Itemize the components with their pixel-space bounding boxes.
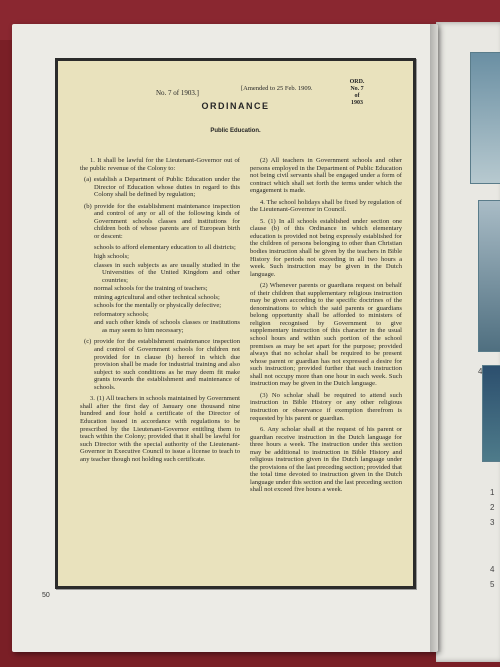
section-paragraph: 4. The school holidays shall be fixed by regulation of the Lieutenant-Governor in Council. (250, 198, 402, 214)
spine-shadow (430, 24, 442, 652)
ordinance-tag: ORD. No. 7 of 1903 (349, 79, 365, 106)
list-item: classes in such subjects as are usually studied in the Universities of the United Kingdom and other countries; (94, 261, 240, 284)
facing-photo-1 (470, 52, 500, 184)
list-item: schools to afford elementary education to all districts; (94, 244, 236, 252)
section-paragraph: (3) No scholar shall be required to attend such instruction in Bible History or any other religious instruction or observance if exemption therefrom is requested by his parent or guardian. (250, 391, 402, 422)
list-item: normal schools for the training of teachers; (94, 285, 208, 293)
facing-photo-2 (478, 200, 500, 352)
page-number: 50 (42, 592, 50, 599)
ordinance-document (55, 58, 416, 589)
document-title: ORDINANCE (201, 101, 270, 111)
section-paragraph: 5. (1) In all schools established under section one clause (b) of this Ordinance in which elementary education is provided not being expressly established for the children of persons belonging to other than Christian bodies instruction shall be given by the teachers in Bible History for periods not exceeding in all two hours a week. Such instruction may be given in the Dutch language. (250, 217, 402, 278)
list-item: and such other kinds of schools classes or institutions as may seem to him necessary; (94, 319, 240, 334)
left-column (80, 157, 240, 467)
facing-number: 2 (490, 503, 495, 512)
section-paragraph: (2) Whenever parents or guardians request on behalf of their children that supplementary religious instruction may be given according to the specific doctrines of the denominations to which the said parents or guardians belong opportunity shall be afforded to ministers of religion recognised by Government to give supplementary instruction of this character in the usual school hours and within such portion of the school premises as may be set apart for the purpose; provided always that no scholar shall be required to be present whose parent or guardian has not expressed a desire for such instruction; provided further that such instruction shall not occupy more than one hour in each week. Such instruction may be given in the Dutch language. (250, 282, 402, 388)
document-subtitle: Public Education. (210, 128, 261, 134)
facing-number: 4 (490, 565, 495, 574)
list-item: schools for the mentally or physically defective; (94, 302, 222, 310)
facing-photo-3 (482, 365, 500, 462)
facing-number: 4 (478, 367, 483, 376)
amended-date: [Amended to 25 Feb. 1909. (241, 85, 313, 92)
section-paragraph: 3. (1) All teachers in schools maintained by Government shall after the first day of January one thousand nine hundred and four hold a certificate of the Director of Education issued in accordance with regulations to be prescribed by the Lieutenant-Governor entitling them to teach within the Colony; provided that it shall be lawful for such Director with the special authority of the Lieutenant-Governor in Executive Council to issue a license to teach to any teacher though not holding such certificate. (80, 395, 240, 463)
clause-paragraph: (a) establish a Department of Public Education under the Director of Education whose duties in regard to this Colony shall be defined by regulation; (84, 176, 240, 199)
list-item: mining agricultural and other technical schools; (94, 293, 220, 301)
section-paragraph: 1. It shall be lawful for the Lieutenant-Governor out of the public revenue of the Colony to: (80, 157, 240, 172)
facing-number: 3 (490, 518, 495, 527)
list-item: high schools; (94, 253, 129, 261)
section-paragraph: (2) All teachers in Government schools and other persons employed in the Department of Public Education not being civil servants shall be engaged under a form of contract which shall set forth the terms under which the engagement is made. (250, 157, 402, 195)
facing-number: 1 (490, 488, 495, 497)
facing-number: 5 (490, 580, 495, 589)
section-paragraph: 6. Any scholar shall at the request of his parent or guardian receive instruction in the Dutch language for three hours a week. The instruction under this section may be additional to instruction in Bible History and religious instruction given in the Dutch language under the provisions of the last preceding section; provided that the total time devoted to instruction given in the Dutch language under this section and the last preceding section shall not exceed five hours a week. (250, 426, 402, 494)
list-item: reformatory schools; (94, 310, 149, 318)
right-column (250, 157, 402, 498)
clause-paragraph: (b) provide for the establishment maintenance inspection and control of any or all of the following kinds of Government schools classes and institutions for children both of whose parents are of European birth or descent: (84, 202, 240, 240)
clause-paragraph: (c) provide for the establishment maintenance inspection and control of Government schools for children not provided for in clause (b) hereof in which due provision shall be made for industrial training and also subject to such conditions as he may deem fit make grants towards the establishment and maintenance of schools. (84, 338, 240, 391)
ordinance-number: No. 7 of 1903.] (156, 89, 199, 97)
